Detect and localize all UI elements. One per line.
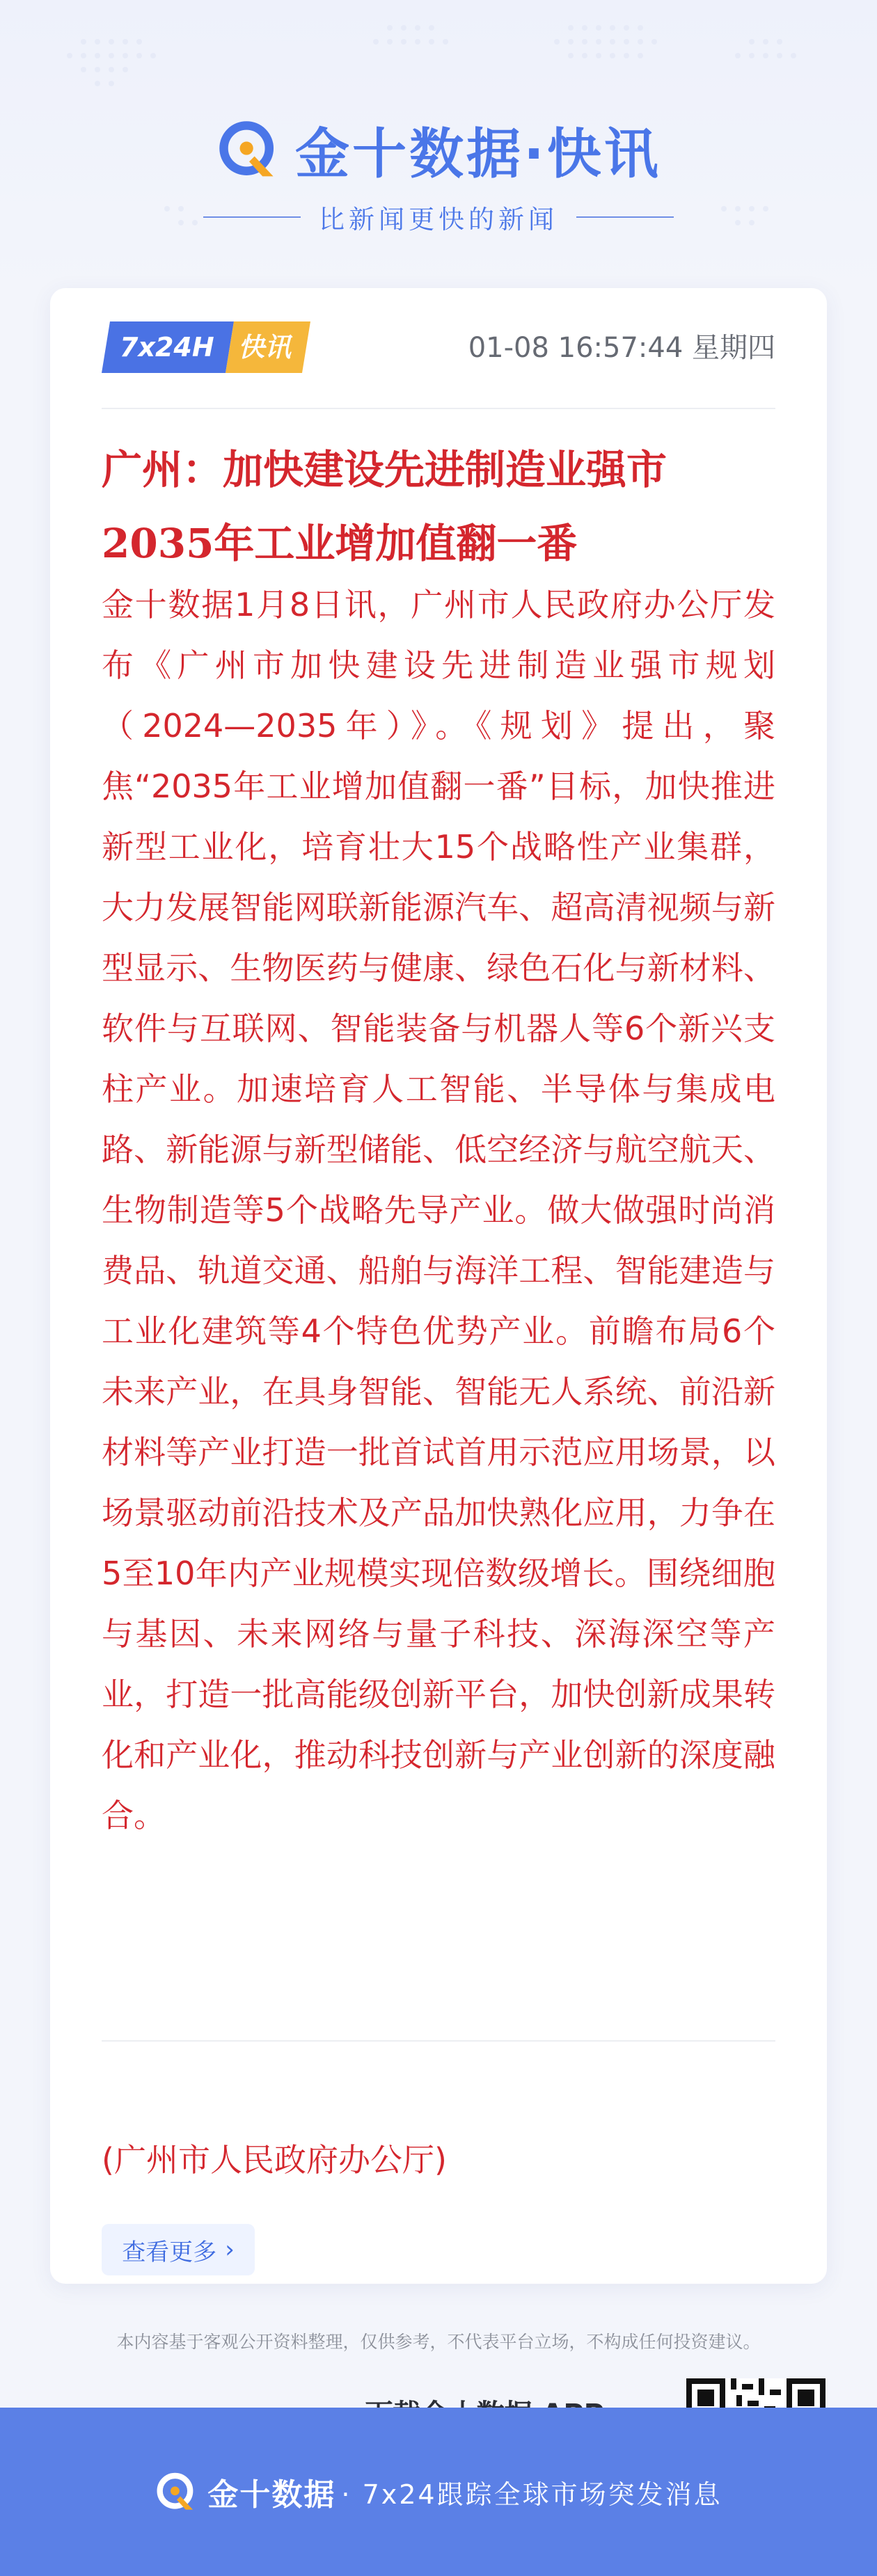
news-timestamp: 01-08 16:57:44 星期四 (468, 332, 775, 364)
slogan-divider-right (576, 216, 674, 218)
brand-title: 金十数据·快讯 (295, 123, 661, 186)
news-title-line: 2035年工业增加值翻一番 (102, 520, 578, 567)
slogan-row (0, 198, 877, 237)
header-divider (102, 408, 775, 409)
news-title (102, 433, 775, 580)
news-title-line: 广州：加快建设先进制造业强市 (102, 446, 667, 493)
footer-divider (102, 2040, 775, 2042)
badge-flash-label: 快讯 (238, 332, 292, 363)
badge-7x24h-label: 7x24H (120, 332, 214, 363)
slogan: 比新闻更快的新闻 (319, 205, 558, 234)
news-body: 金十数据1月8日讯，广州市人民政府办公厅发布《广州市加快建设先进制造业强市规划（2024—2035年）》。《规划》提出，聚焦“2035年工业增加值翻一番”目标，加快推进新型工业化，培育壮大15个战略性产业集群，大力发展智能网联新能源汽车、超高清视频与新型显示、生物医药与健康、绿色石化与新材料、软件与互联网、智能装备与机器人等6个新兴支柱产业。加速培育人工智能、半导体与集成电路、新能源与新型储能、低空经济与航空航天、生物制造等5个战略先导产业。做大做强时尚消费品、轨道交通、船舶与海洋工程、智能建造与工业化建筑等4个特色优势产业。前瞻布局6个未来产业，在具身智能、智能无人系统、前沿新材料等产业打造一批首试首用示范应用场景，以场景驱动前沿技术及产品加快熟化应用，力争在5至10年内产业规模实现倍数级增长。围绕细胞与基因、未来网络与量子科技、深海深空等产业，打造一批高能级创新平台，加快创新成果转化和产业化，推动科技创新与产业创新的深度融合。 (102, 586, 775, 1834)
footer-tagline: · 7x24跟踪全球市场突发消息 (341, 2479, 722, 2510)
chevron-right-icon: › (225, 2236, 235, 2264)
view-more-button[interactable] (102, 2224, 255, 2275)
disclaimer: 本内容基于客观公开资料整理，仅供参考，不代表平台立场，不构成任何投资建议。 (116, 2332, 761, 2352)
jin10-logo-icon (155, 2470, 199, 2514)
page-footer (0, 2408, 877, 2576)
footer-brand: 金十数据 (207, 2477, 336, 2513)
jin10-logo-icon (216, 116, 283, 183)
news-card (50, 288, 827, 2284)
page-header (0, 0, 877, 292)
brand-lockup (0, 111, 877, 188)
news-source: (广州市人民政府办公厅) (102, 2141, 447, 2179)
slogan-divider-left (203, 216, 301, 218)
view-more-label: 查看更多 (122, 2238, 217, 2266)
flash-badge (102, 321, 310, 373)
